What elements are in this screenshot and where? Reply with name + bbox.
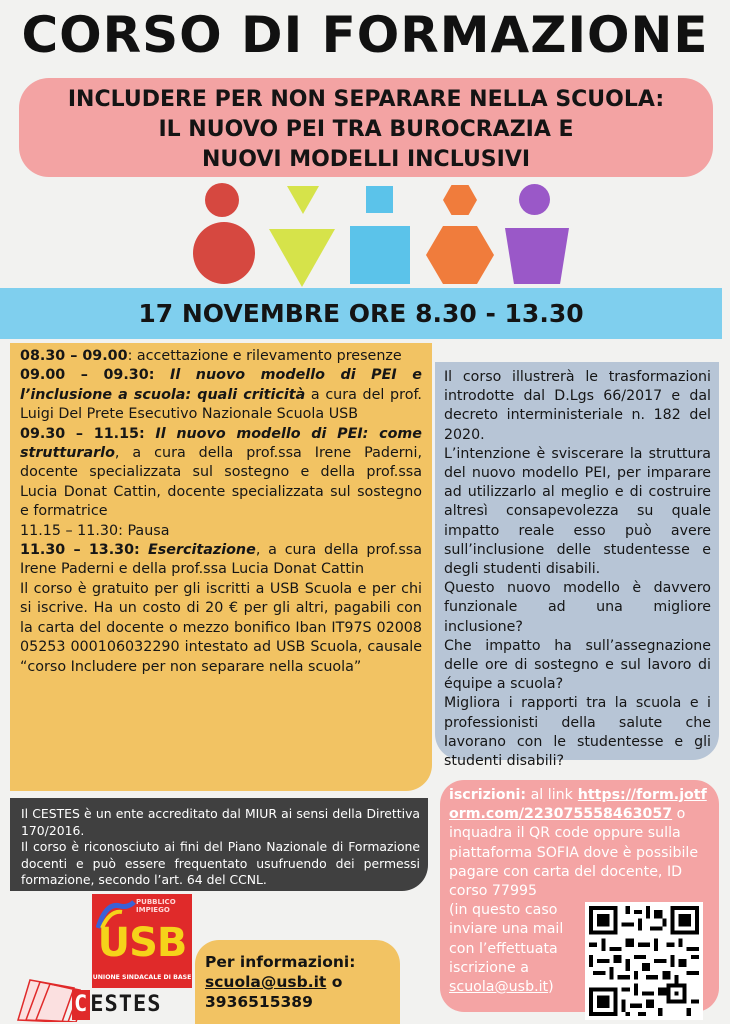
registration-note-close: ) (548, 979, 554, 996)
program-colon-2: : (148, 367, 170, 384)
date-banner (0, 288, 722, 339)
program-panel (10, 343, 432, 791)
usb-subtitle: UNIONE SINDACALE DI BASE (92, 974, 192, 981)
large-red-circle-icon (193, 222, 255, 284)
description-para-3: Questo nuovo modello è davvero funzionale ad una migliore inclusione? (444, 580, 711, 635)
program-time-1: 08.30 – 09.00 (20, 348, 128, 364)
small-yellow-triangle-icon (287, 186, 319, 214)
registration-link[interactable]: https://form.jotform.com/223075558463057 (449, 787, 707, 823)
program-title-5: Esercitazione (148, 542, 256, 559)
subtitle-line-3: NUOVI MODELLI INCLUSIVI (201, 147, 531, 172)
small-blue-square-icon (366, 186, 393, 213)
large-blue-square-icon (350, 226, 410, 284)
program-colon-5: : (134, 542, 148, 559)
cestes-c-letter: C (72, 990, 90, 1020)
pubblico-impiego-label: PUBBLICO IMPIEGO (136, 898, 176, 914)
program-item-4: 11.15 – 11.30: Pausa (20, 522, 170, 539)
registration-intro: al link (526, 787, 573, 803)
registration-mail-link[interactable]: scuola@usb.it (449, 979, 549, 996)
accreditation-text-1: Il CESTES è un ente accreditato dal MIUR ai sensi della Direttiva 170/2016. (21, 806, 420, 838)
cestes-wordmark (72, 990, 190, 1020)
registration-label: iscrizioni: (449, 787, 527, 803)
subtitle-line-1: INCLUDERE PER NON SEPARARE NELLA SCUOLA: (67, 87, 665, 112)
registration-note (449, 901, 587, 997)
program-item-2 (20, 366, 422, 424)
registration-text (449, 786, 711, 901)
cestes-rest: ESTES (90, 992, 162, 1017)
accreditation-text-2: Il corso è riconosciuto ai fini del Piano Nazionale di Formazione docenti e può essere frequentato usufruendo dei permessi formazione, secondo l’art. 64 del CCNL. (21, 839, 420, 888)
description-para-1: Il corso illustrerà le trasformazioni introdotte dal D.Lgs 66/2017 e dal decreto interministeriale n. 182 del 2020. (444, 369, 711, 443)
program-text-5: , a cura della prof.ssa Irene Paderni e della prof.ssa Lucia Donat Cattin (20, 542, 422, 578)
program-title-2: Il nuovo modello di PEI e l’inclusione a scuola: quali criticità (20, 367, 422, 403)
program-title-3: Il nuovo modello di PEI: come strutturarlo (20, 425, 422, 462)
subtitle-line-2: IL NUOVO PEI TRA BUROCRAZIA E (158, 117, 574, 142)
program-item-3 (20, 425, 422, 522)
cost-info: Il corso è gratuito per gli iscritti a USB Scuola e per chi si iscrive. Ha un costo di 20 € per gli altri, pagabili con la carta del docente o mezzo bonifico Iban IT97S 02008 05253 000106032290 intestato ad USB Scuola, causale “corso Includere per non separare nella scuola” (20, 580, 422, 675)
description-para-2: L’intenzione è sviscerare la struttura del nuovo modello PEI, per imparare ad utilizzarlo al meglio e di costruire altresì consapevolezza su quale impatto reale esso può avere sull’inclusione delle studentesse e degli studenti disabili. (444, 445, 711, 578)
program-time-5: 11.30 – 13.30 (20, 542, 135, 559)
registration-rest: o inquadra il QR code oppure sulla piattaforma SOFIA dove è possibile pagare con carta del docente, ID corso 77995 (449, 806, 699, 900)
description-panel (435, 362, 719, 770)
large-purple-trapezoid-icon (505, 228, 569, 284)
program-time-3: 09.30 – 11.15 (20, 425, 139, 442)
contact-mail-line (205, 972, 400, 992)
small-purple-circle-icon (519, 184, 550, 215)
program-text-2: a cura del prof. Luigi Del Prete Esecutivo Nazionale Scuola USB (20, 386, 422, 423)
contact-label: Per informazioni: (205, 953, 356, 971)
accreditation-panel (10, 798, 428, 891)
usb-wordmark: USB (97, 920, 187, 966)
small-orange-hexagon-icon (443, 185, 477, 215)
description-para-4: Che impatto ha sull’assegnazione delle ore di sostegno e sul lavoro di équipe a scuola? (444, 637, 711, 693)
program-text-3: , a cura della prof.ssa Irene Paderni, docente specializzata sul sostegno e della prof.ssa Lucia Donat Cattin, docente specializzata sul sostegno e formatrice (20, 445, 422, 520)
description-para-5: Migliora i rapporti tra la scuola e i professionisti della salute che lavorano con le studentesse e gli studenti disabili? (444, 695, 711, 770)
small-red-circle-icon (205, 183, 239, 217)
subtitle-banner (19, 78, 713, 177)
program-time-2: 09.00 – 09.30 (20, 367, 149, 384)
registration-note-text: (in questo caso inviare una mail con l’effettuata iscrizione a (449, 902, 564, 976)
program-colon-3: : (138, 425, 156, 442)
usb-cestes-logo (10, 892, 190, 1022)
contact-or: o (326, 973, 343, 991)
contact-mail-link[interactable]: scuola@usb.it (205, 973, 327, 991)
large-yellow-triangle-icon (269, 229, 335, 287)
contact-panel (195, 940, 400, 1024)
page-title: CORSO DI FORMAZIONE (21, 6, 709, 64)
contact-phone: 3936515389 (205, 993, 313, 1011)
program-item-1 (20, 347, 422, 366)
event-date: 17 NOVEMBRE ORE 8.30 - 13.30 (138, 299, 584, 328)
program-item-5 (20, 541, 422, 580)
qr-code-icon (585, 902, 703, 1020)
usb-logo (92, 894, 192, 988)
qr-code[interactable] (585, 902, 703, 1020)
large-orange-hexagon-icon (426, 226, 494, 284)
program-text-1: : accettazione e rilevamento presenze (127, 348, 402, 364)
